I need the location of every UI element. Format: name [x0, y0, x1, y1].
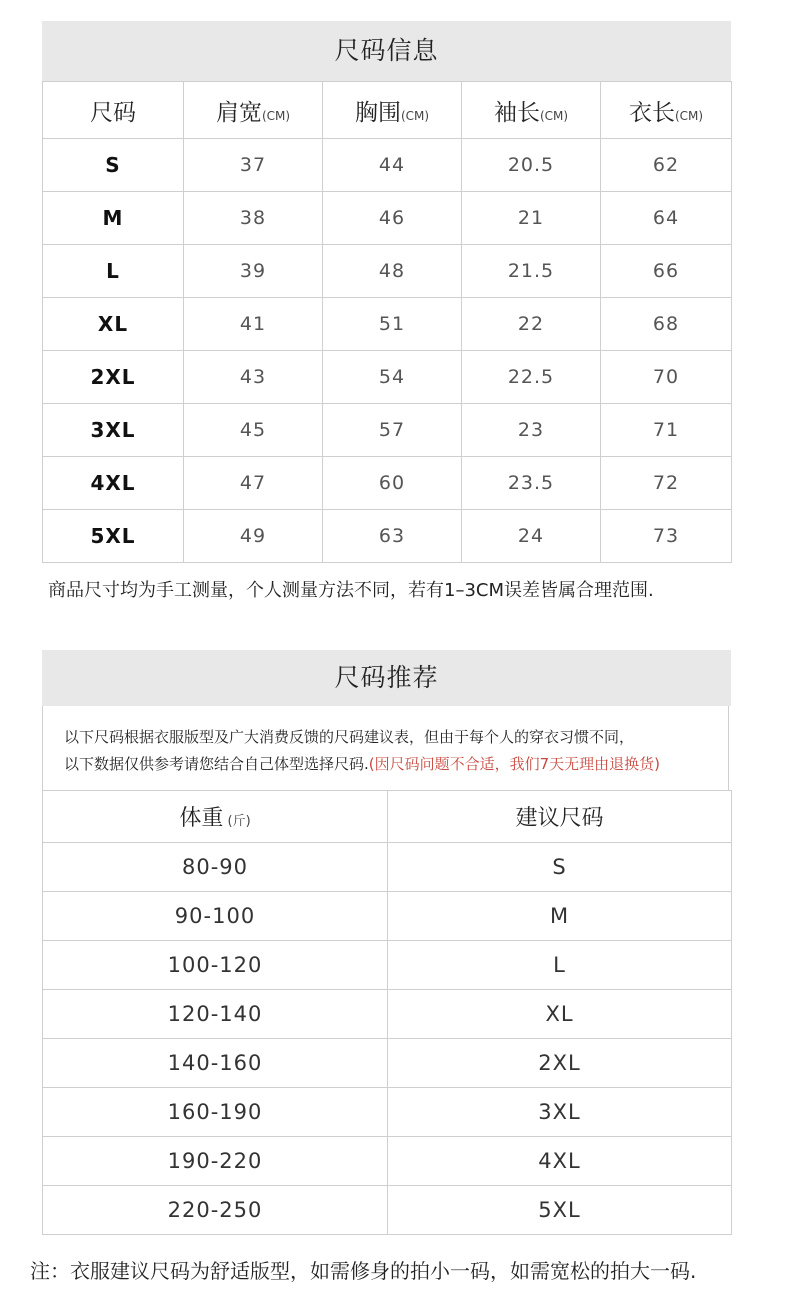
- table-cell: 2XL: [43, 351, 184, 404]
- table-cell: M: [388, 892, 732, 941]
- table-cell: 3XL: [388, 1088, 732, 1137]
- table-cell: 100-120: [43, 941, 388, 990]
- header-cell: 衣长(CM): [601, 82, 732, 139]
- size-recommend-intro: [42, 706, 729, 790]
- table-cell: 39: [184, 245, 323, 298]
- table-cell: 120-140: [43, 990, 388, 1039]
- table-cell: XL: [43, 298, 184, 351]
- table-cell: 57: [323, 404, 462, 457]
- table-cell: 71: [601, 404, 732, 457]
- table-row: [43, 1137, 732, 1186]
- size-info-table: [42, 81, 732, 563]
- table-cell: 66: [601, 245, 732, 298]
- table-row: [43, 941, 732, 990]
- table-cell: 44: [323, 139, 462, 192]
- intro-line-1: 以下尺码根据衣服版型及广大消费反馈的尺码建议表，但由于每个人的穿衣习惯不同，: [64, 728, 635, 746]
- table-cell: 68: [601, 298, 732, 351]
- table-cell: 22: [462, 298, 601, 351]
- table-row: [43, 892, 732, 941]
- table-row: [43, 1088, 732, 1137]
- table-cell: 22.5: [462, 351, 601, 404]
- return-policy-note: (因尺码问题不合适，我们7天无理由退换货): [368, 755, 661, 773]
- table-cell: 41: [184, 298, 323, 351]
- table-row: [43, 192, 732, 245]
- table-cell: 3XL: [43, 404, 184, 457]
- size-info-title: 尺码信息: [334, 36, 439, 65]
- fit-advice-note: 注：衣服建议尺码为舒适版型，如需修身的拍小一码，如需宽松的拍大一码.: [30, 1259, 697, 1283]
- table-cell: XL: [388, 990, 732, 1039]
- table-row: [43, 245, 732, 298]
- table-cell: 43: [184, 351, 323, 404]
- table-cell: 64: [601, 192, 732, 245]
- table-cell: 190-220: [43, 1137, 388, 1186]
- table-cell: 4XL: [43, 457, 184, 510]
- table-row: [43, 1186, 732, 1235]
- table-row: [43, 1039, 732, 1088]
- table-cell: M: [43, 192, 184, 245]
- table-cell: 63: [323, 510, 462, 563]
- table-cell: 23.5: [462, 457, 601, 510]
- size-recommend-title: 尺码推荐: [334, 663, 439, 692]
- table-cell: 45: [184, 404, 323, 457]
- table-cell: L: [388, 941, 732, 990]
- header-cell: 建议尺码: [388, 791, 732, 843]
- table-cell: 51: [323, 298, 462, 351]
- table-cell: 21: [462, 192, 601, 245]
- table-cell: 140-160: [43, 1039, 388, 1088]
- table-row: [43, 990, 732, 1039]
- header-cell: 袖长(CM): [462, 82, 601, 139]
- table-cell: 60: [323, 457, 462, 510]
- table-row: [43, 404, 732, 457]
- table-cell: 80-90: [43, 843, 388, 892]
- table-cell: 220-250: [43, 1186, 388, 1235]
- table-cell: 54: [323, 351, 462, 404]
- table-cell: 46: [323, 192, 462, 245]
- table-cell: 47: [184, 457, 323, 510]
- table-cell: 49: [184, 510, 323, 563]
- size-info-title-bar: [42, 21, 731, 81]
- table-cell: 5XL: [388, 1186, 732, 1235]
- table-cell: 4XL: [388, 1137, 732, 1186]
- table-row: [43, 139, 732, 192]
- table-cell: 72: [601, 457, 732, 510]
- size-recommend-title-bar: [42, 650, 731, 706]
- table-cell: S: [388, 843, 732, 892]
- table-cell: 90-100: [43, 892, 388, 941]
- table-cell: 48: [323, 245, 462, 298]
- table-row: [43, 843, 732, 892]
- table-cell: 62: [601, 139, 732, 192]
- header-cell: 肩宽(CM): [184, 82, 323, 139]
- table-cell: 2XL: [388, 1039, 732, 1088]
- size-info-header-row: [43, 82, 732, 139]
- table-row: [43, 457, 732, 510]
- table-cell: 160-190: [43, 1088, 388, 1137]
- table-cell: 38: [184, 192, 323, 245]
- table-cell: 21.5: [462, 245, 601, 298]
- header-cell: 体重 (斤): [43, 791, 388, 843]
- table-cell: L: [43, 245, 184, 298]
- table-cell: S: [43, 139, 184, 192]
- table-cell: 20.5: [462, 139, 601, 192]
- header-cell: 胸围(CM): [323, 82, 462, 139]
- header-cell: 尺码: [43, 82, 184, 139]
- intro-line-2: 以下数据仅供参考请您结合自己体型选择尺码.(因尺码问题不合适，我们7天无理由退换货): [64, 755, 661, 773]
- size-recommend-table: [42, 790, 732, 1235]
- measurement-note: 商品尺寸均为手工测量，个人测量方法不同，若有1–3CM误差皆属合理范围.: [48, 580, 654, 601]
- table-cell: 5XL: [43, 510, 184, 563]
- table-cell: 23: [462, 404, 601, 457]
- table-cell: 73: [601, 510, 732, 563]
- table-cell: 70: [601, 351, 732, 404]
- table-cell: 24: [462, 510, 601, 563]
- table-row: [43, 351, 732, 404]
- table-cell: 37: [184, 139, 323, 192]
- table-row: [43, 510, 732, 563]
- table-row: [43, 298, 732, 351]
- size-recommend-header-row: [43, 791, 732, 843]
